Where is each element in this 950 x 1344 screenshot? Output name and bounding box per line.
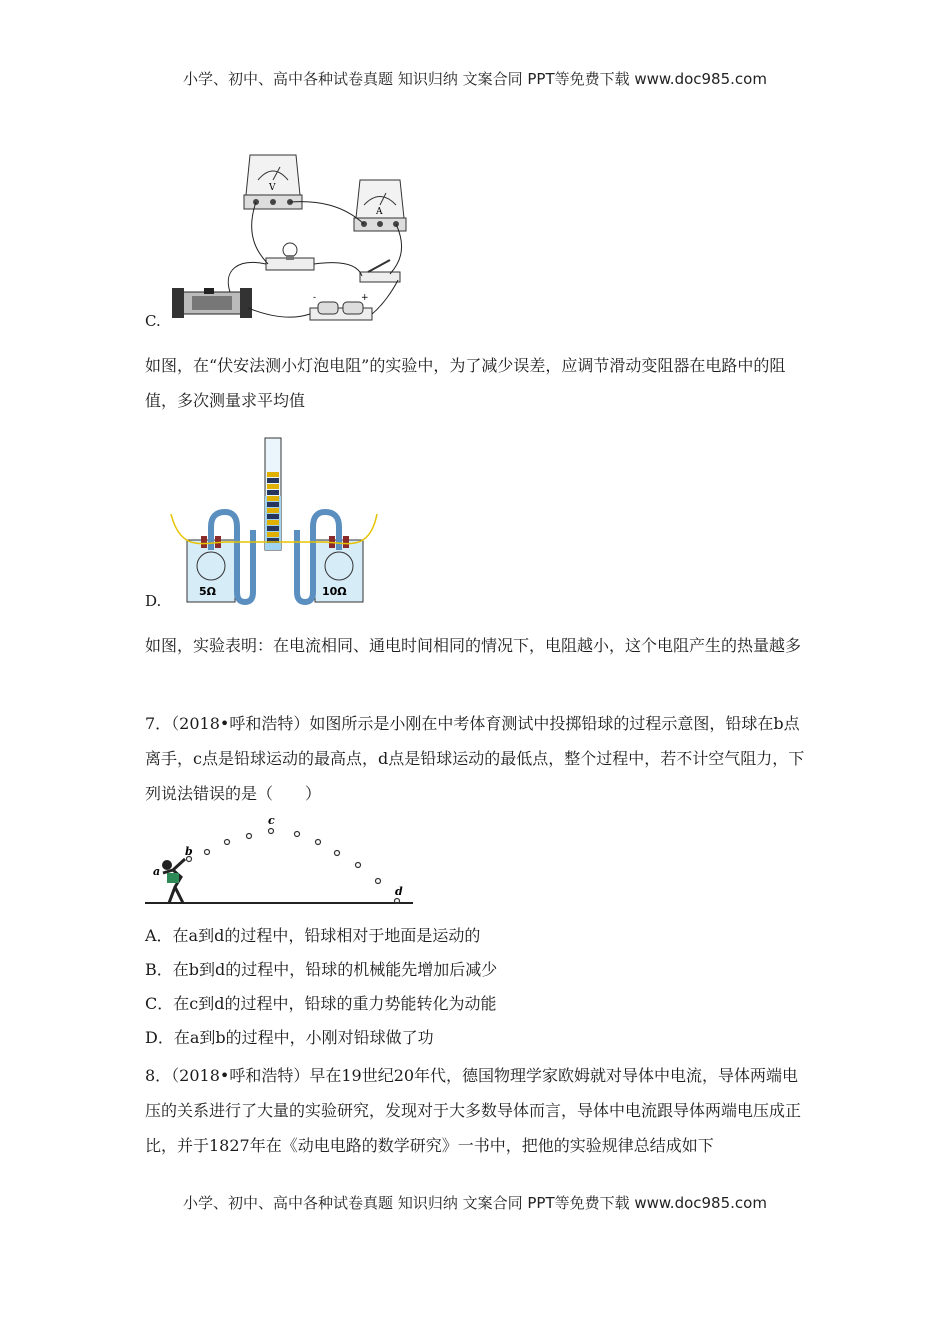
ammeter-letter: A	[376, 207, 383, 217]
lamp-icon	[266, 243, 314, 270]
point-a-label: a	[153, 865, 161, 878]
point-b-label: b	[185, 845, 193, 858]
page-header: 小学、初中、高中各种试卷真题 知识归纳 文案合同 PPT等免费下载 www.doc985.com	[183, 70, 767, 88]
shot-put-figure	[145, 815, 415, 910]
q7-option-c: C．在c到d的过程中，铅球的重力势能转化为动能	[145, 994, 497, 1013]
svg-text:-: -	[313, 293, 317, 303]
joule-heating-figure	[165, 432, 385, 612]
q7-option-d: D．在a到b的过程中，小刚对铅球做了功	[145, 1028, 434, 1047]
q7-option-a: A．在a到d的过程中，铅球相对于地面是运动的	[145, 926, 481, 945]
q7-stem: 7．（2018•呼和浩特）如图所示是小刚在中考体育测试中投掷铅球的过程示意图，铅球在b点离手，c点是铅球运动的最高点，d点是铅球运动的最低点，整个过程中，若不计空气阻力，下列说法错误的是（ ）	[145, 714, 805, 803]
q8-stem: 8．（2018•呼和浩特）早在19世纪20年代，德国物理学家欧姆就对导体中电流，导体两端电压的关系进行了大量的实验研究，发现对于大多数导体而言，导体中电流跟导体两端电压成正比，并于1827年在《动电电路的数学研究》一书中，把他的实验规律总结成如下	[145, 1066, 802, 1155]
ammeter-icon	[354, 180, 406, 231]
svg-text:+: +	[361, 293, 369, 303]
option-d-text: 如图，实验表明：在电流相同、通电时间相同的情况下，电阻越小，这个电阻产生的热量越多	[145, 636, 802, 655]
right-resistor-label: 10Ω	[322, 585, 347, 598]
point-c-label: c	[268, 815, 275, 827]
voltmeter-letter: V	[269, 183, 276, 193]
voltmeter-icon	[244, 155, 302, 209]
left-resistor-label: 5Ω	[199, 585, 217, 598]
rheostat-icon	[172, 288, 252, 318]
q7-option-b: B．在b到d的过程中，铅球的机械能先增加后减少	[145, 960, 498, 979]
athlete-icon	[162, 859, 185, 903]
page-footer: 小学、初中、高中各种试卷真题 知识归纳 文案合同 PPT等免费下载 www.doc985.com	[183, 1194, 767, 1212]
option-c-label: C.	[145, 312, 161, 330]
option-d-label: D.	[145, 592, 162, 610]
battery-icon	[310, 293, 372, 320]
switch-icon	[360, 260, 400, 282]
circuit-figure	[168, 150, 410, 325]
point-d-label: d	[395, 885, 403, 898]
option-c-text: 如图，在“伏安法测小灯泡电阻”的实验中，为了减少误差，应调节滑动变阻器在电路中的阻值，多次测量求平均值	[145, 356, 786, 410]
